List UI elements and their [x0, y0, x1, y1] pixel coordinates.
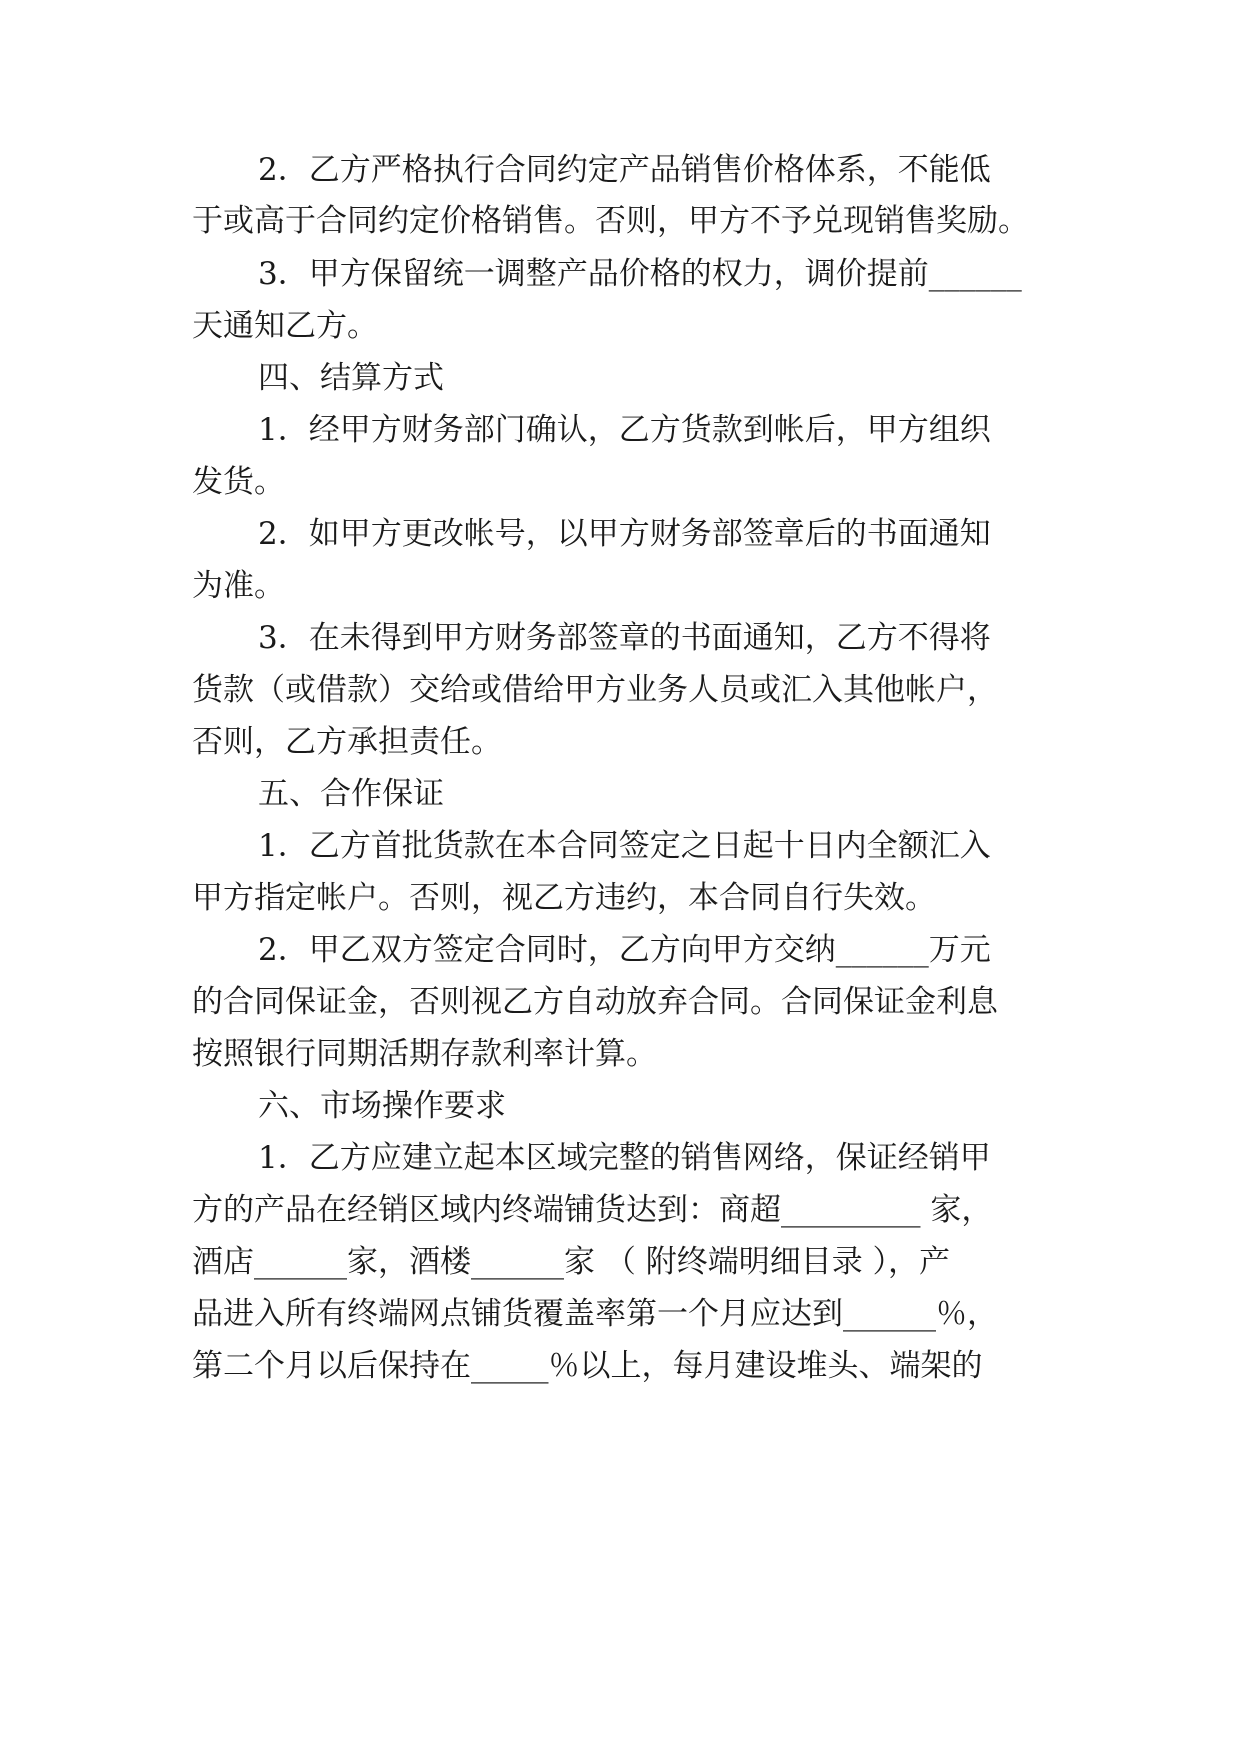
- section-heading: 六、市场操作要求: [258, 1088, 506, 1124]
- paragraph-line: 2．乙方严格执行合同约定产品销售价格体系，不能低: [258, 152, 991, 188]
- paragraph-line: 2．如甲方更改帐号，以甲方财务部签章后的书面通知: [258, 516, 991, 552]
- paragraph-line: 3．甲方保留统一调整产品价格的权力，调价提前______: [258, 256, 1022, 292]
- paragraph-line: 1．乙方应建立起本区域完整的销售网络，保证经销甲: [258, 1140, 991, 1176]
- paragraph-line: 为准。: [192, 568, 285, 604]
- paragraph-line: 品进入所有终端网点铺货覆盖率第一个月应达到______％，: [192, 1296, 998, 1332]
- paragraph-line: 2．甲乙双方签定合同时，乙方向甲方交纳______万元: [258, 932, 991, 968]
- paragraph-line: 按照银行同期活期存款利率计算。: [192, 1036, 657, 1072]
- paragraph-line: 1．经甲方财务部门确认，乙方货款到帐后，甲方组织: [258, 412, 991, 448]
- paragraph-line: 酒店______家，酒楼______家 （ 附终端明细目录 ），产: [192, 1244, 951, 1280]
- paragraph-line: 甲方指定帐户。否则，视乙方违约，本合同自行失效。: [192, 880, 936, 916]
- section-heading: 四、结算方式: [258, 360, 444, 396]
- paragraph-line: 的合同保证金，否则视乙方自动放弃合同。合同保证金利息: [192, 984, 998, 1020]
- paragraph-line: 货款（或借款）交给或借给甲方业务人员或汇入其他帐户，: [192, 672, 998, 708]
- paragraph-line: 否则，乙方承担责任。: [192, 724, 502, 760]
- section-heading: 五、合作保证: [258, 776, 444, 812]
- paragraph-line: 第二个月以后保持在_____％以上，每月建设堆头、端架的: [192, 1348, 983, 1384]
- paragraph-line: 1．乙方首批货款在本合同签定之日起十日内全额汇入: [258, 828, 991, 864]
- paragraph-line: 3．在未得到甲方财务部签章的书面通知，乙方不得将: [258, 620, 991, 656]
- paragraph-line: 天通知乙方。: [192, 308, 378, 344]
- paragraph-line: 于或高于合同约定价格销售。否则，甲方不予兑现销售奖励。: [192, 203, 1029, 239]
- paragraph-line: 方的产品在经销区域内终端铺货达到：商超_________ 家，: [192, 1192, 993, 1228]
- paragraph-line: 发货。: [192, 464, 285, 500]
